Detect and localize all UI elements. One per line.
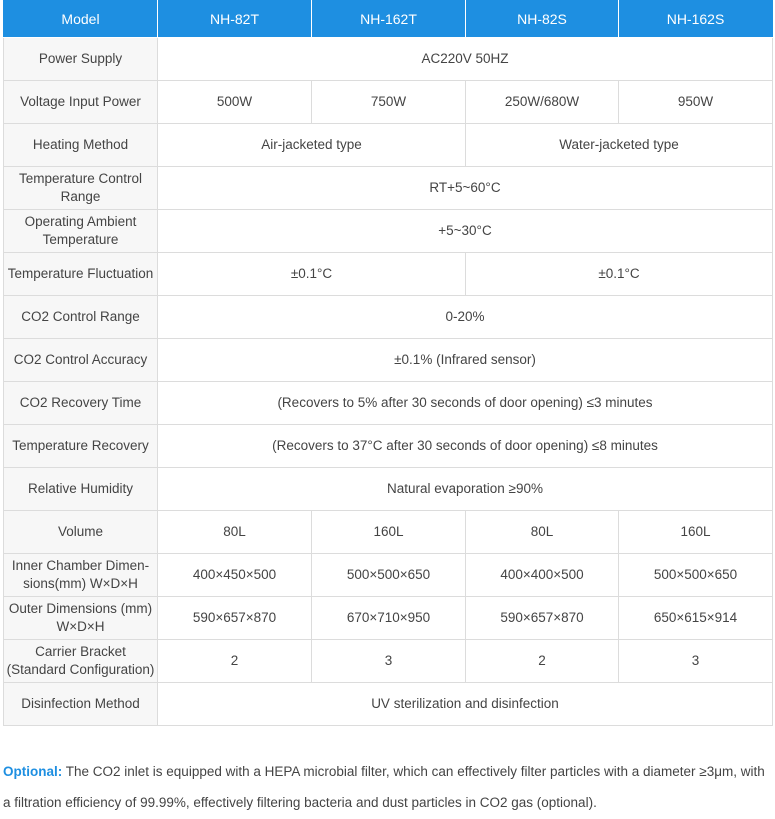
row-value: 2 bbox=[158, 640, 312, 683]
row-label: Temperature Recovery bbox=[4, 425, 158, 468]
row-value: Water-jacketed type bbox=[466, 124, 773, 167]
optional-note-text: The CO2 inlet is equipped with a HEPA microbial filter, which can effectively filter particles with a diameter ≥3μm, with a filtration efficiency of 99.99%, effectively filtering bacteria and dust particles in CO2 gas (optional). bbox=[3, 763, 765, 810]
row-value: ±0.1% (Infrared sensor) bbox=[158, 339, 773, 382]
table-row bbox=[4, 554, 773, 597]
row-value: 3 bbox=[619, 640, 773, 683]
row-value: RT+5~60°C bbox=[158, 167, 773, 210]
row-value: 160L bbox=[619, 511, 773, 554]
table-row bbox=[4, 253, 773, 296]
table-row bbox=[4, 210, 773, 253]
row-label: Outer Dimensions (mm) W×D×H bbox=[4, 597, 158, 640]
row-value: Air-jacketed type bbox=[158, 124, 466, 167]
row-label: Operating Ambient Temperature bbox=[4, 210, 158, 253]
optional-note bbox=[3, 756, 775, 818]
row-label: Inner Chamber Dimen-sions(mm) W×D×H bbox=[4, 554, 158, 597]
row-value: 160L bbox=[312, 511, 466, 554]
header-model: Model bbox=[4, 0, 158, 38]
row-value: 750W bbox=[312, 81, 466, 124]
row-label: Disinfection Method bbox=[4, 683, 158, 726]
table-row bbox=[4, 640, 773, 683]
row-value: Natural evaporation ≥90% bbox=[158, 468, 773, 511]
row-label: Power Supply bbox=[4, 38, 158, 81]
table-row bbox=[4, 124, 773, 167]
row-label: Heating Method bbox=[4, 124, 158, 167]
row-value: 400×450×500 bbox=[158, 554, 312, 597]
header-model-2: NH-162T bbox=[312, 0, 466, 38]
row-value: 950W bbox=[619, 81, 773, 124]
row-value: AC220V 50HZ bbox=[158, 38, 773, 81]
row-value: 80L bbox=[466, 511, 619, 554]
row-value: 250W/680W bbox=[466, 81, 619, 124]
optional-label: Optional: bbox=[3, 763, 63, 779]
table-row bbox=[4, 468, 773, 511]
row-label: Relative Humidity bbox=[4, 468, 158, 511]
row-label: Temperature Fluctuation bbox=[4, 253, 158, 296]
row-value: 500×500×650 bbox=[619, 554, 773, 597]
table-body bbox=[4, 38, 773, 726]
header-model-1: NH-82T bbox=[158, 0, 312, 38]
row-value: +5~30°C bbox=[158, 210, 773, 253]
row-value: 590×657×870 bbox=[466, 597, 619, 640]
table-row bbox=[4, 38, 773, 81]
row-value: UV sterilization and disinfection bbox=[158, 683, 773, 726]
row-label: CO2 Control Range bbox=[4, 296, 158, 339]
table-row bbox=[4, 597, 773, 640]
row-label: Volume bbox=[4, 511, 158, 554]
row-value: 400×400×500 bbox=[466, 554, 619, 597]
row-value: 590×657×870 bbox=[158, 597, 312, 640]
row-value: 500×500×650 bbox=[312, 554, 466, 597]
row-label: Temperature Control Range bbox=[4, 167, 158, 210]
header-model-3: NH-82S bbox=[466, 0, 619, 38]
row-value: 2 bbox=[466, 640, 619, 683]
row-value: 500W bbox=[158, 81, 312, 124]
row-value: 650×615×914 bbox=[619, 597, 773, 640]
header-row bbox=[4, 0, 773, 38]
row-value: 670×710×950 bbox=[312, 597, 466, 640]
row-value: 3 bbox=[312, 640, 466, 683]
row-value: (Recovers to 5% after 30 seconds of door opening) ≤3 minutes bbox=[158, 382, 773, 425]
table-row bbox=[4, 683, 773, 726]
table-row bbox=[4, 425, 773, 468]
table-row bbox=[4, 296, 773, 339]
table-row bbox=[4, 382, 773, 425]
header-model-4: NH-162S bbox=[619, 0, 773, 38]
row-label: CO2 Recovery Time bbox=[4, 382, 158, 425]
row-value: ±0.1°C bbox=[466, 253, 773, 296]
spec-table bbox=[3, 0, 773, 726]
row-label: Voltage Input Power bbox=[4, 81, 158, 124]
row-label: Carrier Bracket (Standard Configuration) bbox=[4, 640, 158, 683]
row-value: 0-20% bbox=[158, 296, 773, 339]
table-row bbox=[4, 167, 773, 210]
row-value: (Recovers to 37°C after 30 seconds of door opening) ≤8 minutes bbox=[158, 425, 773, 468]
table-row bbox=[4, 511, 773, 554]
row-label: CO2 Control Accuracy bbox=[4, 339, 158, 382]
row-value: ±0.1°C bbox=[158, 253, 466, 296]
table-row bbox=[4, 81, 773, 124]
table-row bbox=[4, 339, 773, 382]
row-value: 80L bbox=[158, 511, 312, 554]
table-header bbox=[4, 0, 773, 38]
